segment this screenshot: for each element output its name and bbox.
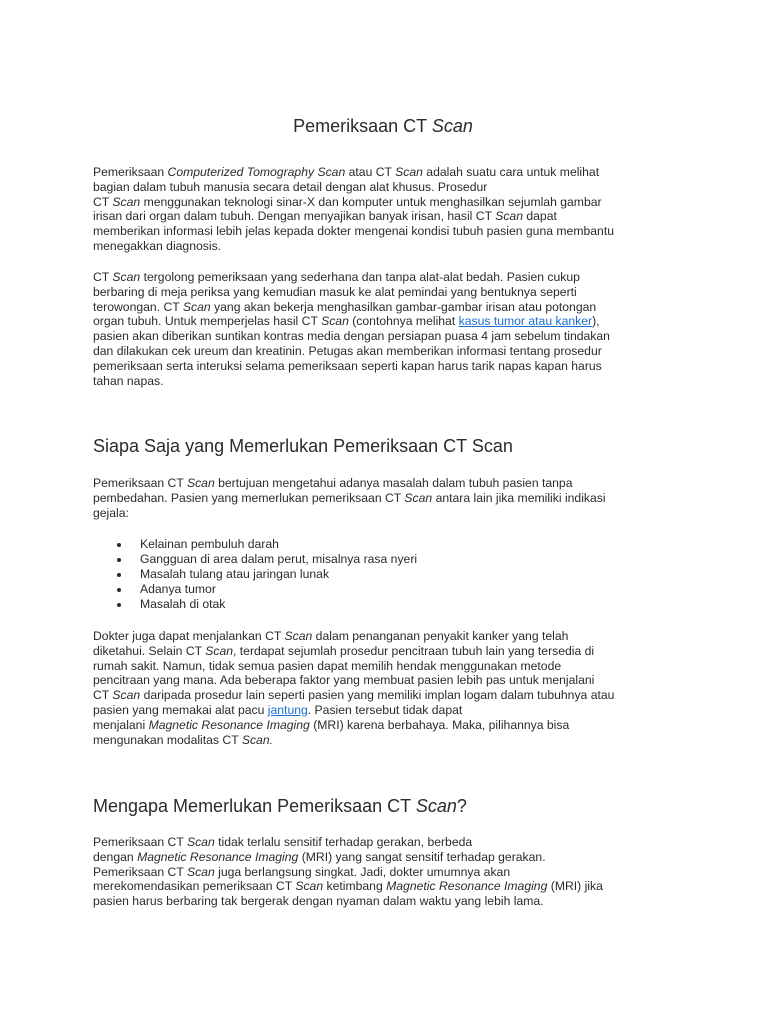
text-line: menjalani Magnetic Resonance Imaging (MRI) karena berbahaya. Maka, pilihannya bisa	[93, 717, 570, 732]
italic-term: Scan	[186, 476, 215, 490]
inline-link[interactable]: jantung	[267, 702, 308, 717]
text-line: gejala:	[93, 505, 129, 520]
text-line: pemeriksaan serta interuksi selama pemeriksaan seperti kapan harus tarik napas kapan harus	[93, 358, 602, 373]
text-line: Pemeriksaan Computerized Tomography Scan atau CT Scan adalah suatu cara untuk melihat	[93, 165, 600, 179]
inline-link[interactable]: kasus tumor atau kanker	[458, 314, 593, 329]
italic-term: Scan	[295, 879, 324, 894]
text-line: tahan napas.	[93, 373, 164, 388]
italic-term: Magnetic Resonance Imaging	[386, 879, 548, 894]
italic-term: Scan	[205, 643, 234, 658]
bullet-icon	[117, 603, 121, 607]
text-line: Pemeriksaan CT Scan juga berlangsung singkat. Jadi, dokter umumnya akan	[93, 864, 511, 879]
text-line: CT Scan menggunakan teknologi sinar-X dan komputer untuk menghasilkan sejumlah gambar	[93, 194, 602, 209]
italic-term: Scan	[186, 835, 215, 849]
italic-term: Scan	[495, 209, 523, 224]
text-line: CT Scan daripada prosedur lain seperti pasien yang memiliki implan logam dalam tubuhnya atau	[93, 688, 615, 703]
heading-who-needs: Siapa Saja yang Memerlukan Pemeriksaan CT Scan	[93, 436, 513, 456]
text-line: pembedahan. Pasien yang memerlukan pemeriksaan CT Scan antara lain jika memiliki indikasi	[93, 490, 606, 505]
text-line: bagian dalam tubuh manusia secara detail dengan alat khusus. Prosedur	[93, 179, 488, 194]
bullet-icon	[117, 573, 121, 577]
italic-term: Scan	[112, 194, 141, 209]
bullet-icon	[117, 588, 121, 592]
paragraph-procedure	[93, 270, 673, 388]
text-line: pencitraan yang mana. Ada beberapa faktor yang membuat pasien lebih pas untuk menjalani	[93, 673, 595, 688]
text-line: dengan Magnetic Resonance Imaging (MRI) yang sangat sensitif terhadap gerakan.	[93, 849, 546, 864]
italic-term: Scan	[284, 629, 313, 643]
text-line: dan dilakukan cek ureum dan kreatinin. Petugas akan memberikan informasi tentang prosedur	[93, 343, 602, 358]
text-line: rumah sakit. Namun, tidak semua pasien dapat memilih hendak menggunakan metode	[93, 658, 562, 673]
paragraph-indications	[93, 476, 673, 520]
text-line: berbaring di meja periksa yang kemudian masuk ke alat pemindai yang bentuknya seperti	[93, 284, 577, 299]
italic-term: Scan	[182, 299, 211, 314]
italic-term: Magnetic Resonance Imaging	[148, 717, 310, 732]
italic-term: Scan	[186, 864, 215, 879]
text-line: menegakkan diagnosis.	[93, 238, 222, 253]
list-item: Masalah tulang atau jaringan lunak	[93, 567, 417, 582]
paragraph-cancer-usage	[93, 629, 673, 747]
paragraph-comparison	[93, 835, 673, 909]
text-line: merekomendasikan pemeriksaan CT Scan ketimbang Magnetic Resonance Imaging (MRI) jika	[93, 879, 603, 894]
italic-term: Magnetic Resonance Imaging	[137, 849, 299, 864]
heading-why-needed: Mengapa Memerlukan Pemeriksaan CT Scan?	[93, 796, 467, 816]
italic-term: Scan	[395, 165, 423, 179]
text-line: pasien akan diberikan suntikan kontras media dengan persiapan puasa 4 jam sebelum tindakan	[93, 329, 610, 344]
text-line: irisan dari organ dalam tubuh. Dengan menyajikan banyak irisan, hasil CT Scan dapat	[93, 209, 557, 224]
italic-term: Computerized Tomography Scan	[167, 165, 346, 179]
list-item: Kelainan pembuluh darah	[93, 537, 417, 552]
paragraph-intro	[93, 165, 673, 254]
italic-term: Scan	[112, 270, 141, 284]
list-item: Adanya tumor	[93, 582, 417, 597]
list-item: Gangguan di area dalam perut, misalnya rasa nyeri	[93, 552, 417, 567]
bullet-icon	[117, 543, 121, 547]
text-line: terowongan. CT Scan yang akan bekerja menghasilkan gambar-gambar irisan atau potongan	[93, 299, 597, 314]
indication-list	[93, 537, 417, 612]
page-title-italic: Scan	[431, 116, 473, 136]
italic-term: Scan	[112, 688, 141, 703]
text-line: diketahui. Selain CT Scan, terdapat sejumlah prosedur pencitraan tubuh lain yang tersedia di	[93, 643, 595, 658]
italic-term: Scan.	[241, 732, 273, 747]
text-line: memberikan informasi lebih jelas kepada dokter mengenai kondisi tubuh pasien guna membantu	[93, 224, 614, 239]
text-line: CT Scan tergolong pemeriksaan yang sederhana dan tanpa alat-alat bedah. Pasien cukup	[93, 270, 580, 284]
bullet-icon	[117, 558, 121, 562]
text-line: pasien yang memakai alat pacu jantung. Pasien tersebut tidak dapat	[93, 702, 463, 717]
italic-term: Scan	[404, 490, 433, 505]
page-title: Pemeriksaan CT Scan	[293, 116, 473, 136]
text-line: mengunakan modalitas CT Scan.	[93, 732, 273, 747]
text-line: Pemeriksaan CT Scan tidak terlalu sensitif terhadap gerakan, berbeda	[93, 835, 473, 849]
text-line: pasien harus berbaring tak bergerak dengan nyaman dalam waktu yang lebih lama.	[93, 894, 544, 909]
text-line: Pemeriksaan CT Scan bertujuan mengetahui adanya masalah dalam tubuh pasien tanpa	[93, 476, 573, 490]
text-line: organ tubuh. Untuk memperjelas hasil CT Scan (contohnya melihat kasus tumor atau kanker),	[93, 314, 600, 329]
italic-term: Scan	[321, 314, 349, 329]
text-line: Dokter juga dapat menjalankan CT Scan dalam penanganan penyakit kanker yang telah	[93, 629, 569, 643]
list-item: Masalah di otak	[93, 597, 417, 612]
